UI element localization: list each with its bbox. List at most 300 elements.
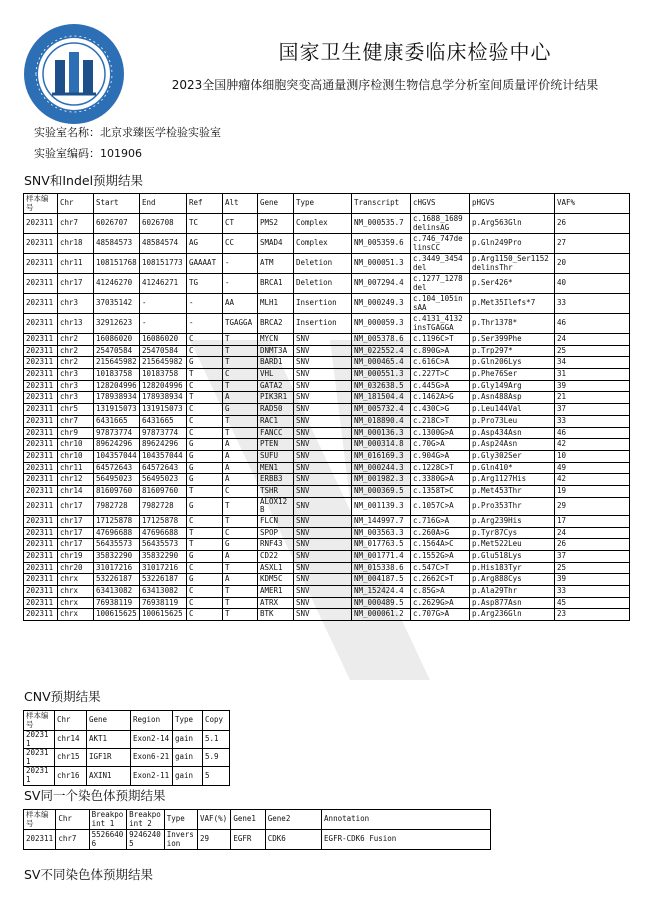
lab-name: 实验室名称：北京求臻医学检验实验室 (34, 126, 221, 139)
table-cell: AA (223, 294, 258, 314)
table-cell: 202311 (24, 415, 58, 427)
table-cell: SNV (294, 539, 352, 551)
table-cell: 202311 (24, 214, 58, 234)
table-cell: 202311 (24, 357, 58, 369)
column-header: 样本编号 (24, 194, 58, 214)
snv-row (24, 214, 630, 234)
table-cell: SNV (294, 427, 352, 439)
table-cell: - (140, 314, 187, 334)
column-header: Gene (87, 711, 131, 731)
table-cell: 89624296 (140, 439, 187, 451)
table-cell: MEN1 (258, 462, 294, 474)
table-cell: 202311 (24, 404, 58, 416)
table-cell: - (187, 314, 223, 334)
table-cell: c.1196C>T (411, 334, 470, 346)
table-cell: MYCN (258, 334, 294, 346)
table-cell: chr18 (58, 234, 94, 254)
table-cell: NM_000465.4 (352, 357, 411, 369)
table-cell: 24 (555, 527, 630, 539)
table-cell: TSHR (258, 485, 294, 497)
table-cell: Deletion (294, 274, 352, 294)
table-cell: 202311 (24, 527, 58, 539)
table-cell: 6026707 (94, 214, 140, 234)
table-cell: c.1228C>T (411, 462, 470, 474)
table-cell: 202311 (24, 830, 56, 850)
table-cell: T (223, 562, 258, 574)
snv-row (24, 294, 630, 314)
table-cell: CT (223, 214, 258, 234)
table-cell: 26 (555, 539, 630, 551)
column-header: Alt (223, 194, 258, 214)
table-cell: p.Thr1378* (470, 314, 555, 334)
table-cell: 63413082 (94, 585, 140, 597)
table-cell: chr2 (58, 357, 94, 369)
column-header: pHGVS (470, 194, 555, 214)
table-cell: 16086020 (140, 334, 187, 346)
table-cell: C (223, 369, 258, 381)
table-cell: NM_152424.4 (352, 585, 411, 597)
table-cell: 202311 (24, 474, 58, 486)
table-cell: c.3449_3454del (411, 254, 470, 274)
table-cell: c.85G>A (411, 585, 470, 597)
snv-row (24, 380, 630, 392)
table-cell: c.904G>A (411, 450, 470, 462)
table-cell: c.716G>A (411, 515, 470, 527)
table-cell: NM_005378.6 (352, 334, 411, 346)
table-cell: G (187, 497, 223, 515)
table-cell: 108151768 (94, 254, 140, 274)
snv-row (24, 404, 630, 416)
snv-row (24, 427, 630, 439)
snv-table (23, 193, 630, 621)
table-cell: c.1552G>A (411, 550, 470, 562)
table-cell: gain (173, 767, 203, 785)
table-cell: 202311 (24, 515, 58, 527)
table-cell: SNV (294, 474, 352, 486)
table-cell: BRCA1 (258, 274, 294, 294)
snv-row (24, 439, 630, 451)
table-cell: 202311 (24, 334, 58, 346)
snv-row (24, 550, 630, 562)
table-cell: 25470584 (94, 345, 140, 357)
snv-row (24, 497, 630, 515)
snv-row (24, 515, 630, 527)
table-cell: chr7 (58, 214, 94, 234)
table-cell: 202311 (24, 539, 58, 551)
table-cell: SMAD4 (258, 234, 294, 254)
table-cell: p.His183Tyr (470, 562, 555, 574)
table-cell: 33 (555, 294, 630, 314)
table-cell: c.104_105insAA (411, 294, 470, 314)
table-cell: SNV (294, 450, 352, 462)
table-cell: 202311 (24, 294, 58, 314)
sv-same-header-row (24, 810, 491, 830)
table-cell: G (187, 462, 223, 474)
table-cell: chrx (58, 585, 94, 597)
table-cell: NM_000489.5 (352, 597, 411, 609)
sv-diff-section-title: SV不同染色体预期结果 (24, 867, 153, 882)
table-cell: c.1688_1689delinsAG (411, 214, 470, 234)
table-cell: p.Arg1150_Ser1152delinsThr (470, 254, 555, 274)
table-cell: p.Ser426* (470, 274, 555, 294)
table-cell: G (187, 439, 223, 451)
table-cell: 45 (555, 597, 630, 609)
table-cell: 56495023 (94, 474, 140, 486)
table-cell: c.707G>A (411, 609, 470, 621)
table-cell: ASXL1 (258, 562, 294, 574)
table-cell: NM_000059.3 (352, 314, 411, 334)
table-cell: 202311 (24, 767, 55, 785)
table-cell: p.Arg1127His (470, 474, 555, 486)
table-cell: BRCA2 (258, 314, 294, 334)
table-cell: PIK3R1 (258, 392, 294, 404)
table-cell: RAC1 (258, 415, 294, 427)
table-cell: G (187, 550, 223, 562)
table-cell: chr10 (58, 450, 94, 462)
table-cell: 40 (555, 274, 630, 294)
table-cell: 33 (555, 585, 630, 597)
table-cell: C (187, 609, 223, 621)
snv-header-row (24, 194, 630, 214)
table-cell: 33 (555, 415, 630, 427)
table-cell: 202311 (24, 550, 58, 562)
table-cell: KDM5C (258, 574, 294, 586)
table-cell: chr17 (58, 527, 94, 539)
table-cell: 5.9 (203, 749, 230, 767)
snv-row (24, 345, 630, 357)
table-cell: SNV (294, 334, 352, 346)
table-cell: T (223, 515, 258, 527)
table-cell: GAAAAT (187, 254, 223, 274)
table-cell: T (187, 369, 223, 381)
table-cell: p.Arg236Gln (470, 609, 555, 621)
table-cell: SNV (294, 485, 352, 497)
table-cell: 202311 (24, 254, 58, 274)
table-cell: chr11 (58, 254, 94, 274)
table-cell: chr3 (58, 294, 94, 314)
table-cell: 76938119 (140, 597, 187, 609)
table-cell: SPOP (258, 527, 294, 539)
table-cell: 104357044 (140, 450, 187, 462)
table-cell: Insertion (294, 294, 352, 314)
table-cell: p.Ser399Phe (470, 334, 555, 346)
table-cell: 17 (555, 515, 630, 527)
table-cell: 29 (555, 497, 630, 515)
table-cell: p.Arg563Gln (470, 214, 555, 234)
table-cell: 108151773 (140, 254, 187, 274)
cnv-row (24, 749, 230, 767)
table-cell: G (187, 474, 223, 486)
table-cell: c.1564A>C (411, 539, 470, 551)
table-cell: NM_000051.3 (352, 254, 411, 274)
table-cell: 202311 (24, 597, 58, 609)
snv-section-title: SNV和Indel预期结果 (24, 173, 144, 188)
table-cell: T (223, 597, 258, 609)
table-cell: FLCN (258, 515, 294, 527)
table-cell: NM_004187.5 (352, 574, 411, 586)
table-cell: BARD1 (258, 357, 294, 369)
table-cell: C (187, 562, 223, 574)
table-cell: RAD50 (258, 404, 294, 416)
table-cell: C (187, 380, 223, 392)
table-cell: 27 (555, 234, 630, 254)
table-cell: p.Asp877Asn (470, 597, 555, 609)
table-cell: 46 (555, 427, 630, 439)
table-cell: 131915073 (94, 404, 140, 416)
table-cell: p.Gln249Pro (470, 234, 555, 254)
table-cell: NM_181504.4 (352, 392, 411, 404)
table-cell: 31017216 (94, 562, 140, 574)
table-cell: 202311 (24, 274, 58, 294)
table-cell: SNV (294, 369, 352, 381)
table-cell: T (187, 392, 223, 404)
table-cell: G (187, 357, 223, 369)
table-cell: 202311 (24, 562, 58, 574)
table-cell: 41246270 (94, 274, 140, 294)
table-cell: 26 (555, 214, 630, 234)
table-cell: SNV (294, 357, 352, 369)
table-cell: NM_000136.3 (352, 427, 411, 439)
table-cell: p.Arg888Cys (470, 574, 555, 586)
table-cell: c.890G>A (411, 345, 470, 357)
table-cell: 89624296 (94, 439, 140, 451)
page-title: 国家卫生健康委临床检验中心 (278, 40, 552, 64)
table-cell: 81609760 (140, 485, 187, 497)
column-header: Chr (55, 711, 87, 731)
column-header: cHGVS (411, 194, 470, 214)
table-cell: chr10 (58, 439, 94, 451)
snv-row (24, 585, 630, 597)
table-cell: 81609760 (94, 485, 140, 497)
table-cell: chr3 (58, 380, 94, 392)
sv-row (24, 830, 491, 850)
table-cell: p.Gly149Arg (470, 380, 555, 392)
table-cell: 47696688 (94, 527, 140, 539)
table-cell: TC (187, 214, 223, 234)
table-cell: c.2662C>T (411, 574, 470, 586)
table-cell: NM_000249.3 (352, 294, 411, 314)
table-cell: 21 (555, 392, 630, 404)
table-cell: c.1300G>A (411, 427, 470, 439)
table-cell: p.Gly302Ser (470, 450, 555, 462)
table-cell: T (223, 345, 258, 357)
table-cell: p.Phe76Ser (470, 369, 555, 381)
table-cell: A (223, 439, 258, 451)
table-cell: 202311 (24, 574, 58, 586)
table-cell: 53226187 (94, 574, 140, 586)
table-cell: NM_005732.4 (352, 404, 411, 416)
snv-row (24, 234, 630, 254)
table-cell: chr7 (58, 415, 94, 427)
table-cell: 5.1 (203, 731, 230, 749)
table-cell: G (187, 450, 223, 462)
table-cell: 49 (555, 462, 630, 474)
table-cell: T (187, 539, 223, 551)
table-cell: c.430C>G (411, 404, 470, 416)
table-cell: 32912623 (94, 314, 140, 334)
table-cell: EGFR (231, 830, 265, 850)
table-cell: p.Pro353Thr (470, 497, 555, 515)
table-cell: C (187, 415, 223, 427)
table-cell: - (187, 294, 223, 314)
table-cell: SNV (294, 439, 352, 451)
column-header: Gene1 (231, 810, 265, 830)
table-cell: A (223, 550, 258, 562)
table-cell: NM_001982.3 (352, 474, 411, 486)
table-cell: 17125878 (94, 515, 140, 527)
table-cell: chr15 (55, 749, 87, 767)
table-cell: SNV (294, 609, 352, 621)
column-header: Chr (56, 810, 89, 830)
snv-row (24, 474, 630, 486)
table-cell: SNV (294, 515, 352, 527)
page-subtitle: 2023全国肿瘤体细胞突变高通量测序检测生物信息学分析室间质量评价统计结果 (171, 78, 599, 92)
table-cell: CDK6 (265, 830, 321, 850)
table-cell: NM_000535.7 (352, 214, 411, 234)
table-cell: 20 (555, 254, 630, 274)
table-cell: 37 (555, 550, 630, 562)
table-cell: chr11 (58, 462, 94, 474)
table-cell: PTEN (258, 439, 294, 451)
table-cell: 92462405 (127, 830, 165, 850)
table-cell: c.4131_4132insTGAGGA (411, 314, 470, 334)
column-header: Type (173, 711, 203, 731)
table-cell: p.Arg239His (470, 515, 555, 527)
snv-row (24, 369, 630, 381)
table-cell: G (187, 574, 223, 586)
table-cell: 41246271 (140, 274, 187, 294)
table-cell: CC (223, 234, 258, 254)
table-cell: 6431665 (94, 415, 140, 427)
table-cell: Exon6-21 (131, 749, 173, 767)
table-cell: 37035142 (94, 294, 140, 314)
table-cell: p.Met35Ilefs*7 (470, 294, 555, 314)
table-cell: T (187, 527, 223, 539)
snv-row (24, 254, 630, 274)
table-cell: p.Met522Leu (470, 539, 555, 551)
table-cell: SNV (294, 415, 352, 427)
table-cell: p.Gln206Lys (470, 357, 555, 369)
table-cell: Exon2-14 (131, 731, 173, 749)
snv-row (24, 562, 630, 574)
table-cell: p.Pro73Leu (470, 415, 555, 427)
table-cell: 178938934 (94, 392, 140, 404)
table-cell: 128204996 (94, 380, 140, 392)
table-cell: NM_018890.4 (352, 415, 411, 427)
table-cell: ERBB3 (258, 474, 294, 486)
table-cell: 215645982 (140, 357, 187, 369)
table-cell: 53226187 (140, 574, 187, 586)
table-cell: 64572643 (140, 462, 187, 474)
table-cell: c.1358T>C (411, 485, 470, 497)
table-cell: A (223, 450, 258, 462)
sv-same-table (23, 809, 491, 850)
sv-same-section-title: SV同一个染色体预期结果 (24, 788, 166, 803)
table-cell: 202311 (24, 234, 58, 254)
table-cell: ATM (258, 254, 294, 274)
table-cell: TG (187, 274, 223, 294)
table-cell: 104357044 (94, 450, 140, 462)
table-cell: AXIN1 (87, 767, 131, 785)
table-cell: 202311 (24, 392, 58, 404)
table-cell: 202311 (24, 731, 55, 749)
table-cell: T (187, 485, 223, 497)
table-cell: chr9 (58, 427, 94, 439)
table-cell: NM_000061.2 (352, 609, 411, 621)
column-header: Breakpoint 2 (127, 810, 165, 830)
table-cell: chr2 (58, 334, 94, 346)
table-cell: 7982728 (94, 497, 140, 515)
table-cell: 10183758 (140, 369, 187, 381)
table-cell: C (187, 585, 223, 597)
table-cell: NM_144997.7 (352, 515, 411, 527)
column-header: Copy (203, 711, 230, 731)
table-cell: AG (187, 234, 223, 254)
column-header: 样本编号 (24, 810, 56, 830)
table-cell: 202311 (24, 462, 58, 474)
table-cell: chrx (58, 574, 94, 586)
table-cell: NM_000551.3 (352, 369, 411, 381)
column-header: Chr (58, 194, 94, 214)
cnv-section-title: CNV预期结果 (24, 689, 101, 704)
column-header: Type (294, 194, 352, 214)
table-cell: SNV (294, 497, 352, 515)
table-cell: ATRX (258, 597, 294, 609)
table-cell: A (223, 574, 258, 586)
column-header: Type (164, 810, 197, 830)
snv-row (24, 357, 630, 369)
table-cell: chr13 (58, 314, 94, 334)
table-cell: p.Gln410* (470, 462, 555, 474)
table-cell: 202311 (24, 439, 58, 451)
table-cell: Complex (294, 214, 352, 234)
table-cell: AKT1 (87, 731, 131, 749)
table-cell: C (187, 515, 223, 527)
table-cell: NM_005359.6 (352, 234, 411, 254)
table-cell: chr7 (56, 830, 89, 850)
table-cell: SNV (294, 380, 352, 392)
table-cell: 10 (555, 450, 630, 462)
table-cell: BTK (258, 609, 294, 621)
table-cell: chr3 (58, 392, 94, 404)
table-cell: T (223, 357, 258, 369)
snv-row (24, 314, 630, 334)
table-cell: NM_015338.6 (352, 562, 411, 574)
table-cell: NM_000369.5 (352, 485, 411, 497)
table-cell: GATA2 (258, 380, 294, 392)
table-cell: 56435573 (94, 539, 140, 551)
table-cell: 202311 (24, 497, 58, 515)
table-cell: 178938934 (140, 392, 187, 404)
table-cell: chr3 (58, 369, 94, 381)
table-cell: 202311 (24, 749, 55, 767)
table-cell: c.547C>T (411, 562, 470, 574)
table-cell: 34 (555, 357, 630, 369)
table-cell: 35832290 (140, 550, 187, 562)
table-cell: C (187, 427, 223, 439)
table-cell: NM_000314.8 (352, 439, 411, 451)
table-cell: C (223, 485, 258, 497)
table-cell: 202311 (24, 380, 58, 392)
snv-row (24, 392, 630, 404)
column-header: Gene2 (265, 810, 321, 830)
table-cell: 46 (555, 314, 630, 334)
table-cell: 55266406 (89, 830, 127, 850)
table-cell: 202311 (24, 369, 58, 381)
table-cell: DNMT3A (258, 345, 294, 357)
snv-row (24, 450, 630, 462)
table-cell: SNV (294, 597, 352, 609)
